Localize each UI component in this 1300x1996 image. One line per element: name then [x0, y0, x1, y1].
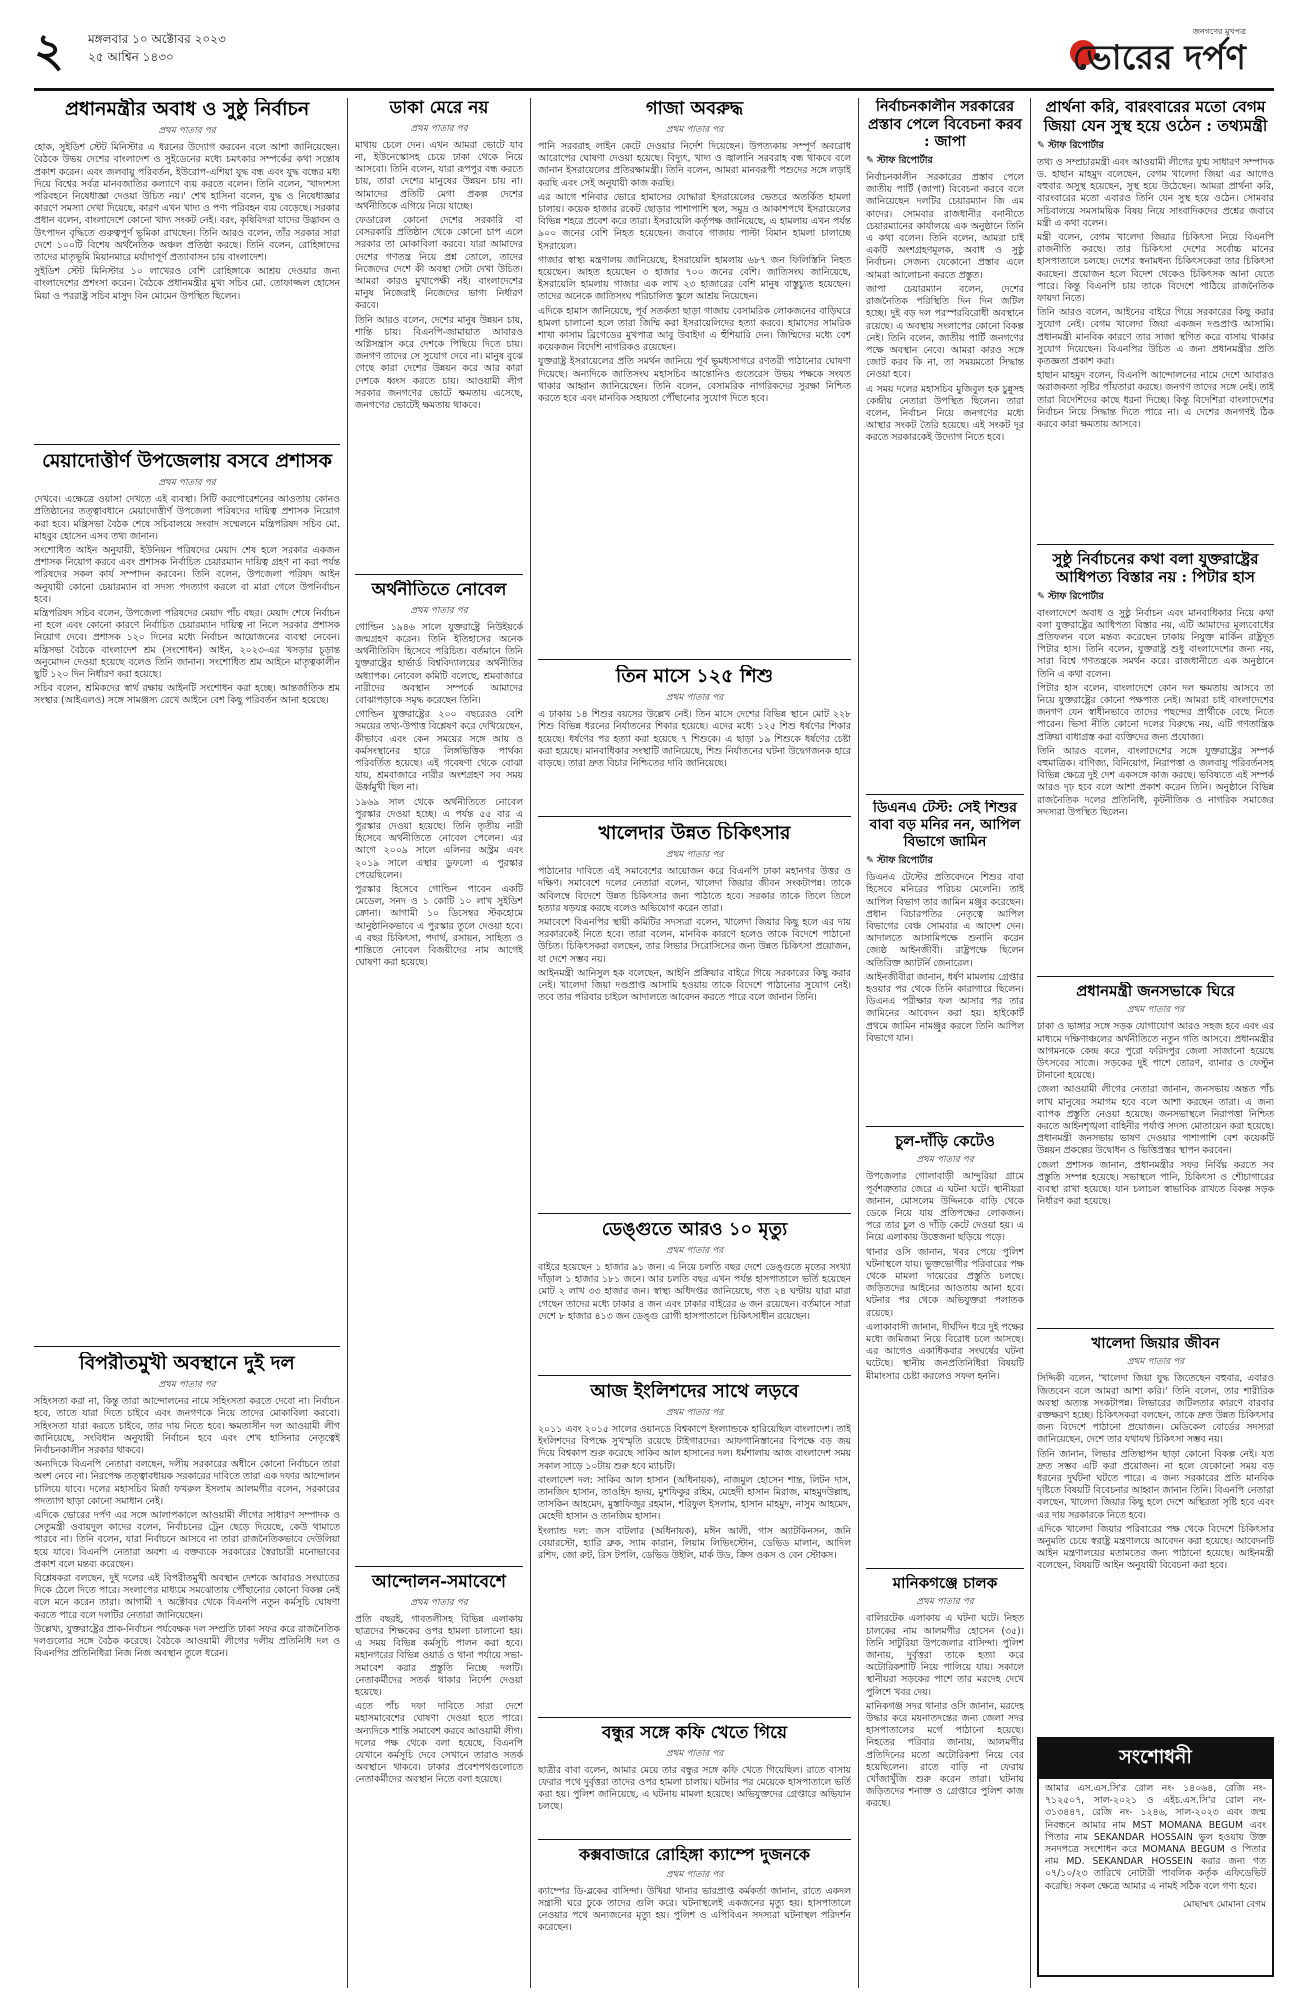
story-caretaker[interactable]	[866, 98, 1024, 788]
headline: কক্সবাজারে রোহিঙ্গা ক্যাম্পে দুজনকে	[579, 1845, 810, 1864]
correction-notice	[1037, 1737, 1274, 1977]
paragraph: প্রতি বছরই, গাবতলীসহ বিভিন্ন এলাকায় ছাত্রদের শিক্ষকের ওপর হামলা চালানো হয়। এ সময় বিভিন্ন কর্মসূচি পালন করা হবে। মহানগরের বিভিন্ন ওয়ার্ড ও থানা পর্যায়ে সভা-সমাবেশ করার প্রস্তুতি নিচ্ছে দলটি। নেতাকর্মীদের সতর্ক থাকার নির্দেশ দেওয়া হয়েছে।	[355, 1613, 523, 1698]
column-3-top	[538, 98, 851, 1945]
masthead	[34, 20, 1274, 84]
continued-label: প্রথম পাতার পর	[410, 605, 468, 616]
continued-label: প্রথম পাতার পর	[665, 1748, 724, 1759]
paragraph: এ ঢাকায় ১৪ শিশুর বয়সের উল্লেখ নেই। তিন মাসে দেশের বিভিন্ন স্থানে মোট ২২৮ শিশু বিভিন্ন ধরনের নির্যাতনের শিকার হয়েছে। এদের মধ্যে ১২৫ শিশু ধর্ষণের শিকার হয়েছে। ধর্ষণের পর হত্যা করা হয়েছে ৭ শিশুকে। এ ছাড়া ১৯ শিশুকে ধর্ষণের চেষ্টা করা হয়েছে। মানবাধিকার সংস্থাটি জানিয়েছে, শিশু নির্যাতনের ঘটনা উদ্বেগজনক হারে বাড়ছে। তারা দ্রুত বিচার নিশ্চিতের দাবি জানিয়েছে।	[538, 709, 851, 769]
newspaper-logo[interactable]	[1070, 26, 1260, 78]
paragraph: তিনি আরও বলেন, দেশের মানুষ উন্নয়ন চায়, শান্তি চায়। বিএনপি-জামায়াত আবারও অগ্নিসন্ত্রাস করে দেশকে পিছিয়ে দিতে চায়। জনগণ তাদের সে সুযোগ দেবে না। মানুষ বুঝে গেছে কারা দেশের উন্নয়ন করে আর কারা দেশকে ধ্বংস করতে চায়। আওয়ামী লীগ সরকার জনগণের ভোটে ক্ষমতায় এসেছে, জনগণের ভোটেই ক্ষমতায় থাকবে।	[355, 314, 523, 411]
column-2	[355, 98, 523, 1988]
story-divider	[866, 1126, 1024, 1127]
continued-label: প্রথম পাতার পর	[410, 1597, 468, 1608]
paragraph: পাঠানোর দাবিতে এই সমাবেশের আয়োজন করে বিএনপি ঢাকা মহানগর উত্তর ও দক্ষিণ। সমাবেশে দলের নেতারা বলেন, খালেদা জিয়ার জীবন সংকটাপন্ন। তাকে অবিলম্বে বিদেশে উন্নত চিকিৎসার জন্য পাঠাতে হবে। সরকার তাকে তিলে তিলে হত্যার ষড়যন্ত্র করছে বলেও অভিযোগ করেন তারা।	[538, 866, 851, 914]
story-nobel[interactable]	[355, 580, 523, 1560]
column-3	[538, 98, 851, 1988]
byline: ✎ স্টাফ রিপোর্টার	[866, 854, 1024, 869]
paragraph: তিনি জানান, লিভার প্রতিস্থাপন ছাড়া কোনো বিকল্প নেই। যত দ্রুত সম্ভব এটি করা প্রয়োজন। না হলে যেকোনো সময় বড় ধরনের দুর্ঘটনা ঘটতে পারে। এ জন্য সরকারের প্রতি মানবিক দৃষ্টিতে বিষয়টি বিবেচনার আহ্বান জানান তিনি। বিএনপি নেতারা বলছেন, খালেদা জিয়ার কিছু হলে দেশে অস্থিরতা সৃষ্টি হবে এবং এর দায় সরকারকে নিতে হবে।	[1037, 1448, 1274, 1521]
story-pm-talks[interactable]	[34, 98, 340, 438]
paragraph: জেলা আওয়ামী লীগের নেতারা জানান, জনসভায় অন্তত পাঁচ লাখ মানুষের সমাগম হবে বলে আশা করছেন তারা। এ জন্য ব্যাপক প্রস্তুতি নেওয়া হয়েছে। জনসভাস্থলে নিরাপত্তা নিশ্চিত করতে আইনশৃঙ্খলা বাহিনীর পর্যাপ্ত সদস্য মোতায়েন করা হয়েছে। প্রধানমন্ত্রী জনসভায় ভাষণ দেওয়ার পাশাপাশি বেশ কয়েকটি উন্নয়ন প্রকল্পের উদ্বোধন ও ভিত্তিপ্রস্তর স্থাপন করবেন।	[1037, 1084, 1274, 1157]
logo-wordmark: ভোরের দর্পণ	[1072, 38, 1246, 78]
story-divider	[1037, 544, 1274, 545]
story-two-parties[interactable]	[34, 1352, 340, 1972]
story-syndicate[interactable]	[866, 1132, 1024, 1562]
story-dna[interactable]	[866, 800, 1024, 1120]
date-gregorian: মঙ্গলবার ১০ অক্টোবর ২০২৩	[88, 32, 226, 46]
continued-label: প্রথম পাতার পর	[665, 1245, 724, 1256]
story-pray[interactable]	[1037, 98, 1274, 538]
paragraph: সচিব বলেন, শ্রমিকদের স্বার্থ রক্ষায় আইনটি সংশোধন করা হচ্ছে। আন্তর্জাতিক শ্রম সংস্থার (আইএলও) সঙ্গে সামঞ্জস্য রেখে আইনে বেশ কিছু পরিবর্তন আনা হয়েছে।	[34, 683, 340, 707]
headline: খালেদা জিয়ার জীবন	[1091, 1334, 1220, 1352]
logo-tagline: জনগণের মুখপত্র	[1192, 27, 1246, 36]
headline: নির্বাচনকালীন সরকারের প্রস্তাব পেলে বিবেচনা করব : জাপা	[867, 98, 1022, 151]
headline: খালেদার উন্নত চিকিৎসার	[598, 822, 791, 844]
continued-label: প্রথম পাতার পর	[665, 850, 724, 861]
story-children[interactable]	[538, 665, 851, 810]
paragraph: বাইরে হয়েছেন ১ হাজার ৯১ জন। এ নিয়ে চলতি বছর দেশে ডেঙ্গুতে মৃতের সংখ্যা দাঁড়াল ১ হাজার ১৮১ জনে। আর চলতি বছর এখন পর্যন্ত হাসপাতালে ভর্তি হয়েছেন মোট ২ লাখ ৩৩ হাজার জন। স্বাস্থ্য অধিদপ্তর জানিয়েছে, গত ২৪ ঘণ্টায় যারা মারা গেছেন তাদের মধ্যে ঢাকার ৪ জন এবং ঢাকার বাইরের ৬ জন রয়েছেন। বর্তমানে সারা দেশে ৮ হাজার ৪১৩ জন ডেঙ্গু রোগী হাসপাতালে চিকিৎসাধীন রয়েছেন।	[538, 1261, 851, 1322]
story-rally[interactable]	[355, 1572, 523, 1982]
column-5	[1037, 98, 1274, 1988]
paragraph: ইংল্যান্ড দল: জস বাটলার (অধিনায়ক), মঈন আলী, গাস অ্যাটকিনসন, জনি বেয়ারস্টো, হ্যারি ব্রুক, স্যাম কারান, লিয়াম লিভিংস্টোন, ডেভিড মালান, আদিল রশিদ, জো রুট, রিস টপলি, ডেভিড উইলি, মার্ক উড, ক্রিস ওকস ও বেন স্টোকস।	[538, 1525, 851, 1561]
continued-label: প্রথম পাতার পর	[410, 123, 468, 134]
paragraph: সমাবেশে বিএনপির স্থায়ী কমিটির সদস্যরা বলেন, খালেদা জিয়ার কিছু হলে এর দায় সরকারকেই নিতে হবে। তারা বলেন, মানবিক কারণে হলেও তাকে বিদেশে পাঠানো উচিত। চিকিৎসকরা বলছেন, তার লিভার সিরোসিসের জন্য উন্নত চিকিৎসা প্রয়োজন, যা দেশে সম্ভব নয়।	[538, 916, 851, 965]
story-coffee[interactable]	[538, 1723, 851, 1833]
headline: প্রধানমন্ত্রী জনসভাকে ঘিরে	[1076, 982, 1235, 1000]
story-divider	[1037, 1328, 1274, 1329]
paragraph: বালিরটেক এলাকায় এ ঘটনা ঘটে। নিহত চালকের নাম আলমগীর হোসেন (৩৫)। তিনি সাটুরিয়া উপজেলার বাসিন্দা। পুলিশ জানায়, দুর্বৃত্তরা তাকে হত্যা করে অটোরিকশাটি নিয়ে পালিয়ে যায়। সকালে স্থানীয়রা সড়কের পাশে তার মরদেহ দেখে পুলিশে খবর দেয়।	[866, 1613, 1024, 1698]
paragraph: মন্ত্রিপরিষদ সচিব বলেন, উপজেলা পরিষদের মেয়াদ পাঁচ বছর। মেয়াদ শেষে নির্বাচন না হলে এবং কোনো কারণে নির্বাচিত চেয়ারম্যান দায়িত্ব না নিলে সরকার প্রশাসক নিয়োগ দেবে। প্রশাসক ১২০ দিনের মধ্যে নির্বাচন আয়োজনের ব্যবস্থা নেবেন। মন্ত্রিসভা বৈঠকে বাংলাদেশ শ্রম (সংশোধন) আইন, ২০২৩-এর খসড়ার চূড়ান্ত অনুমোদন দেওয়া হয়েছে বলেও তিনি জানান। সংশোধিত শ্রম আইনে মাতৃত্বকালীন ছুটি ১২০ দিন নির্ধারণ করা হয়েছে।	[34, 608, 340, 681]
story-divider	[538, 1375, 851, 1376]
headline: গাজা অবরুদ্ধ	[645, 98, 744, 119]
paragraph: ১৯৬৯ সাল থেকে অর্থনীতিতে নোবেল পুরস্কার দেওয়া হচ্ছে। এ পর্যন্ত ৫৫ বার এ পুরস্কার দেওয়া হয়েছে। তিনি তৃতীয় নারী হিসেবে অর্থনীতিতে নোবেল পেলেন। এর আগে ২০০৯ সালে এলিনর অস্ট্রম এবং ২০১৯ সালে এস্থার ডুফলো এ পুরস্কার পেয়েছিলেন।	[355, 796, 523, 881]
story-divider	[866, 1568, 1024, 1569]
date-bengali: ২৫ আশ্বিন ১৪৩০	[88, 50, 174, 64]
paragraph: পিটার হাস বলেন, বাংলাদেশে কোন দল ক্ষমতায় আসবে তা নিয়ে যুক্তরাষ্ট্রের কোনো পক্ষপাত নেই। আমরা চাই বাংলাদেশের জনগণ যেন স্বাধীনভাবে তাদের পছন্দের প্রার্থীকে বেছে নিতে পারেন। ভিসা নীতি কোনো দলের বিরুদ্ধে নয়, এটি গণতান্ত্রিক প্রক্রিয়া বাধাগ্রস্ত করা ব্যক্তিদের জন্য প্রযোজ্য।	[1037, 682, 1274, 743]
byline: ✎ স্টাফ রিপোর্টার	[1037, 139, 1274, 154]
paragraph: হোক, সুইডিশ স্টেট মিনিস্টার এ ধরনের উদ্যোগ করবেন বলে আশা জানিয়েছেন। বৈঠকে উভয় দেশের বাংলাদেশ ও সুইডেনের মধ্যে চমৎকার সম্পর্কের কথা সন্তোষ প্রকাশ করেন। এবং জলবায়ু পরিবর্তন, ইউরোপ-এশিয়া যুদ্ধ বন্ধ এবং যুদ্ধ বন্ধের মধ্য দিয়ে বিশ্বের সর্বত্র মানবজাতির কল্যাণে ব্যয় করতে বলেন। তিনি বলেন, 'খাদ্যশস্য পরিবহনে নিষেধাজ্ঞা দেওয়া উচিত নয়।' শেখ হাসিনা বলেন, যুদ্ধ ও নিষেধাজ্ঞার কারণে সমস্যা দেখা দিয়েছে, কারণ এখন খাদ্য ও পণ্য পরিবহন ব্যয় বেড়েছে। সরকার প্রধান বলেন, বাংলাদেশে কোনো খাদ্য সংকট নেই। বরং, কৃষিবিদরা যাদের উদ্ভাবন ও উৎপাদন বৃদ্ধিতে গুরুত্বপূর্ণ ভূমিকা রাখছেন। তিনি আরও বলেন, তাঁর সরকার সারা দেশে ১০০টি বিশেষ অর্থনৈতিক অঞ্চল প্রতিষ্ঠা করছে। তিনি বলেন, রোহিঙ্গাদের তাদের মাতৃভূমি মিয়ানমারে মর্যাদাপূর্ণ প্রত্যাবাসন চায় বাংলাদেশ।	[34, 142, 340, 263]
story-upazila[interactable]	[34, 450, 340, 1340]
correction-body	[1039, 1779, 1272, 1897]
paragraph: আইনজীবীরা জানান, ধর্ষণ মামলায় গ্রেপ্তার হওয়ার পর থেকে তিনি কারাগারে ছিলেন। ডিএনএ পরীক্ষার ফল আসার পর তার জামিনের আবেদন করা হয়। হাইকোর্ট প্রথমে জামিন নামঞ্জুর করলে তিনি আপিল বিভাগে যান।	[866, 971, 1024, 1044]
story-divider	[355, 574, 523, 575]
continued-label: প্রথম পাতার পর	[665, 124, 724, 135]
paragraph: নির্বাচনকালীন সরকারের প্রস্তাব পেলে জাতীয় পার্টি (জাপা) বিবেচনা করবে বলে জানিয়েছেন দলটির চেয়ারম্যান জি এম কাদের। সোমবার রাজধানীর বনানীতে চেয়ারম্যানের কার্যালয়ে এক অনুষ্ঠানে তিনি এ কথা বলেন। তিনি বলেন, আমরা চাই একটি অংশগ্রহণমূলক, অবাধ ও সুষ্ঠু নির্বাচন। সেজন্য যেকোনো প্রস্তাব এলে আমরা আলোচনা করতে প্রস্তুত।	[866, 172, 1024, 281]
headline: ডাকা মেরে নয়	[389, 98, 489, 118]
paragraph: এদিকে ভোরের দর্পণ এর সঙ্গে আলাপকালে আওয়ামী লীগের সাধারণ সম্পাদক ও সেতুমন্ত্রী ওবায়দুল কাদের বলেন, নির্বাচনের ট্রেন ছেড়ে দিয়েছে, কেউ থামাতে পারবে না। তিনি বলেন, যারা নির্বাচনে আসবে না তারা রাজনৈতিকভাবে দেউলিয়া হয়ে যাবে। বিএনপি নেতারা অবশ্য এ বক্তব্যকে সরকারের স্বৈরাচারী মনোভাবের প্রকাশ বলে মন্তব্য করেছেন।	[34, 1510, 340, 1570]
headline: বিপরীতমুখী অবস্থানে দুই দল	[79, 1352, 295, 1374]
story-pm-crowd[interactable]	[1037, 982, 1274, 1322]
date-line	[88, 30, 226, 66]
story-khaleda-life[interactable]	[1037, 1334, 1274, 1729]
story-divider	[866, 794, 1024, 795]
continued-label: প্রথম পাতার পর	[158, 126, 216, 137]
story-dengue[interactable]	[538, 1219, 851, 1369]
paragraph: উল্লেখ্য, যুক্তরাষ্ট্রের প্রাক-নির্বাচন পর্যবেক্ষক দল সম্প্রতি ঢাকা সফর করে রাজনৈতিক দলগুলোর সঙ্গে বৈঠক করেছে। বৈঠকে আওয়ামী লীগের দলীয় প্রতিনিধি দল ও বিএনপির প্রতিনিধিরা নিজ নিজ অবস্থান তুলে ধরেন।	[34, 1623, 340, 1660]
paragraph: আমার এস.এস.সি'র রোল নং- ১৪০৬৪, রেজি নং- ৭১২৫০৭, সাল-২০২১ ও এইচ.এস.সি'র রোল নং- ৩১৩৪৪৭, রেজি নং- ১২৪৬, সাল-২০২৩ এবং জন্ম নিবন্ধনে আমার নাম MST MOMANA BEGUM এবং পিতার নাম SEKANDAR HOSSAIN ভুল হওয়ায় উক্ত সনদপত্রে সংশোধন করে MOMANA BEGUM ও পিতার নাম MD. SEKANDAR HOSSEIN করার জন্য গত ০৭/১০/২৩ তারিখে নোটারী পাবলিক কর্তৃক এফিডেভিট করেছি। সকল ক্ষেত্রে আমার এ নামই সঠিক বলে গণ্য হবে।	[1045, 1783, 1266, 1892]
paragraph: যুক্তরাষ্ট্র ইসরায়েলের প্রতি সমর্থন জানিয়ে পূর্ব ভূমধ্যসাগরে রণতরী পাঠানোর ঘোষণা দিয়েছে। অন্যদিকে জাতিসংঘ মহাসচিব আন্তোনিও গুতেরেস উভয় পক্ষকে সংযত থাকার আহ্বান জানিয়েছেন। তিনি বলেন, বেসামরিক নাগরিকদের সুরক্ষা নিশ্চিত করতে হবে এবং মানবিক সহায়তা পৌঁছানোর সুযোগ দিতে হবে।	[538, 356, 851, 405]
headline: মানিকগঞ্জে চালক	[892, 1574, 998, 1592]
paragraph: গাজার স্বাস্থ্য মন্ত্রণালয় জানিয়েছে, ইসরায়েলি হামলায় ৬৮৭ জন ফিলিস্তিনি নিহত হয়েছেন। আহত হয়েছেন ৩ হাজার ৭০০ জনের বেশি। জাতিসংঘ জানিয়েছে, ইসরায়েলি হামলায় গাজার এক লাখ ২৩ হাজারের বেশি মানুষ বাস্তুচ্যুত হয়েছেন। তাদের অনেকে জাতিসংঘ পরিচালিত স্কুলে আশ্রয় নিয়েছেন।	[538, 254, 851, 303]
paragraph: সুইডিশ স্টেট মিনিস্টার ১০ লাখেরও বেশি রোহিঙ্গাকে আশ্রয় দেওয়ার জন্য বাংলাদেশের প্রশংসা করেন। বৈঠকে প্রধানমন্ত্রীর মুখ্য সচিব মো. তোফাজ্জল হোসেন মিয়া ও পররাষ্ট্র সচিব মাসুদ বিন মোমেন উপস্থিত ছিলেন।	[34, 266, 340, 302]
paragraph: এতে পাঁচ দফা দাবিতে সারা দেশে মহাসমাবেশের ঘোষণা দেওয়া হতে পারে। অন্যদিকে শান্তি সমাবেশ করবে আওয়ামী লীগ। দলের পক্ষ থেকে বলা হয়েছে, বিএনপি যেখানে কর্মসূচি দেবে সেখানে তারাও সতর্ক অবস্থানে থাকবে। ঢাকার প্রবেশপথগুলোতে নেতাকর্মীদের অবস্থান নিতে বলা হয়েছে।	[355, 1701, 523, 1786]
column-1	[34, 98, 340, 1988]
paragraph: অন্যদিকে বিএনপি নেতারা বলছেন, দলীয় সরকারের অধীনে কোনো নির্বাচনে তারা অংশ নেবে না। নিরপেক্ষ তত্ত্বাবধায়ক সরকারের দাবিতে তারা এক দফার আন্দোলন চালিয়ে যাবে। দলের মহাসচিব মির্জা ফখরুল ইসলাম আলমগীর বলেন, সরকারের পদত্যাগ ছাড়া কোনো সমাধান নেই।	[34, 1459, 340, 1507]
story-dhaka[interactable]	[355, 98, 523, 568]
column-4	[866, 98, 1024, 1988]
continued-label: প্রথম পাতার পর	[158, 478, 216, 489]
story-cricket[interactable]	[538, 1381, 851, 1711]
paragraph: গোল্ডিন যুক্তরাষ্ট্রের ২০০ বছরেরও বেশি সময়ের তথ্য-উপাত্ত বিশ্লেষণ করে দেখিয়েছেন, কীভাবে এবং কেন সময়ের সঙ্গে আয় ও কর্মসংস্থানের হারে লিঙ্গভিত্তিক পার্থক্য পরিবর্তিত হয়েছে। এই গবেষণা থেকে বোঝা যায়, শ্রমবাজারে নারীর অংশগ্রহণ সব সময় ঊর্ধ্বমুখী ছিল না।	[355, 709, 523, 794]
continued-label: প্রথম পাতার পর	[1126, 1357, 1185, 1368]
paragraph: ক্যাম্পের ডি-ব্লকের বাসিন্দা। উখিয়া থানার ভারপ্রাপ্ত কর্মকর্তা জানান, রাতে একদল সন্ত্রাসী ঘরে ঢুকে তাদের গুলি করে। ঘটনাস্থলেই একজনের মৃত্যু হয়। হাসপাতালে নেওয়ার পথে অন্যজনের মৃত্যু হয়। পুলিশ ও এপিবিএন সদস্যরা ঘটনাস্থল পরিদর্শন করেছেন।	[538, 1885, 851, 1934]
column-divider	[347, 98, 348, 1988]
paragraph: সংশোধিত আইন অনুযায়ী, ইউনিয়ন পরিষদের মেয়াদ শেষ হলে সরকার একজন প্রশাসক নিয়োগ করবে এবং প্রশাসক নির্বাচিত চেয়ারম্যান দায়িত্ব গ্রহণ না করা পর্যন্ত পরিষদের সকল কার্য সম্পাদন করবেন। তিনি বলেন, উপজেলা পরিষদ আইন অনুযায়ী কোনো চেয়ারম্যান বা সদস্য পদত্যাগ করলে বা মারা গেলে উপনির্বাচন হবে।	[34, 544, 340, 605]
paragraph: জেলা প্রশাসক জানান, প্রধানমন্ত্রীর সফর নির্বিঘ্ন করতে সব প্রস্তুতি সম্পন্ন হয়েছে। সভাস্থলে পানি, চিকিৎসা ও শৌচাগারের ব্যবস্থা রাখা হয়েছে। যান চলাচল স্বাভাবিক রাখতে বিকল্প সড়ক নির্ধারণ করা হয়েছে।	[1037, 1159, 1274, 1208]
story-divider	[538, 1839, 851, 1840]
paragraph: এদিকে খালেদা জিয়ার পরিবারের পক্ষ থেকে বিদেশে চিকিৎসার অনুমতি চেয়ে স্বরাষ্ট্র মন্ত্রণালয়ে আবেদন করা হয়েছে। আবেদনটি আইন মন্ত্রণালয়ের মতামতের জন্য পাঠানো হয়েছে। আইনমন্ত্রী বলেছেন, বিষয়টি আইন অনুযায়ী বিবেচনা করা হবে।	[1037, 1523, 1274, 1572]
paragraph: তথ্য ও সম্প্রচারমন্ত্রী এবং আওয়ামী লীগের যুগ্ম সাধারণ সম্পাদক ড. হাছান মাহমুদ বলেছেন, বেগম খালেদা জিয়া এর আগেও বহুবার অসুস্থ হয়েছেন, সুস্থ হয়ে উঠেছেন। আমরা প্রার্থনা করি, বারংবারের মতো এবারও তিনি যেন সুস্থ হয়ে ওঠেন। সোমবার সচিবালয়ে সমসাময়িক বিষয় নিয়ে সাংবাদিকদের প্রশ্নের জবাবে মন্ত্রী এ কথা বলেন।	[1037, 156, 1274, 229]
column-3-inner	[538, 98, 851, 1988]
paragraph: উপজেলার গোলাবাড়ী আন্দুরিয়া গ্রামে পূর্বশত্রুতার জেরে এ ঘটনা ঘটে। স্থানীয়রা জানান, মোসলেম উদ্দিনকে বাড়ি থেকে ডেকে নিয়ে যায় প্রতিপক্ষের লোকজন। পরে তার চুল ও দাঁড়ি কেটে দেওয়া হয়। এ নিয়ে এলাকায় উত্তেজনা ছড়িয়ে পড়ে।	[866, 1171, 1024, 1244]
paragraph: এদিকে হামাস জানিয়েছে, পূর্ব সতর্কতা ছাড়া গাজায় বেসামরিক লোকজনের বাড়িঘরে হামলা চালানো হলে তারা জিম্মি করা ইসরায়েলিদের হত্যা করবে। হামাসের সামরিক শাখা কাসাম ব্রিগেডের মুখপাত্র আবু উবাইদা এ হুঁশিয়ারি দেন। জিম্মিদের মধ্যে বেশ কয়েকজন বিদেশি নাগরিকও রয়েছেন।	[538, 305, 851, 354]
headline: বন্ধুর সঙ্গে কফি খেতে গিয়ে	[602, 1723, 787, 1743]
headline: প্রধানমন্ত্রীর অবাধ ও সুষ্ঠু নির্বাচন	[64, 98, 310, 120]
paragraph: তিনি আরও বলেন, বাংলাদেশের সঙ্গে যুক্তরাষ্ট্রের সম্পর্ক বহুমাত্রিক। বাণিজ্য, বিনিয়োগ, নিরাপত্তা ও জলবায়ু পরিবর্তনসহ বিভিন্ন ক্ষেত্রে দুই দেশ একসঙ্গে কাজ করছে। ভবিষ্যতে এই সম্পর্ক আরও দৃঢ় হবে বলে আশা প্রকাশ করেন তিনি। অনুষ্ঠানে বিভিন্ন রাজনৈতিক দলের প্রতিনিধি, কূটনীতিক ও নাগরিক সমাজের সদস্যরা উপস্থিত ছিলেন।	[1037, 745, 1274, 818]
headline: চুল-দাঁড়ি কেটেও	[895, 1132, 995, 1150]
story-khaleda-treatment[interactable]	[538, 822, 851, 1207]
story-divider	[538, 816, 851, 817]
headline: তিন মাসে ১২৫ শিশু	[615, 665, 774, 687]
correction-signature: মোছাম্মৎ মোমানা বেগম	[1183, 1899, 1266, 1910]
continued-label: প্রথম পাতার পর	[916, 1597, 974, 1608]
paragraph: মানিকগঞ্জ সদর থানার ওসি জানান, মরদেহ উদ্ধার করে ময়নাতদন্তের জন্য জেলা সদর হাসপাতালের মর্গে পাঠানো হয়েছে। নিহতের পরিবার জানায়, আলমগীর প্রতিদিনের মতো অটোরিকশা নিয়ে বের হয়েছিলেন। রাতে বাড়ি না ফেরায় খোঁজাখুঁজি শুরু করেন তারা। ঘটনায় জড়িতদের শনাক্ত ও গ্রেপ্তারে পুলিশ কাজ করছে।	[866, 1700, 1024, 1810]
column-3-left	[538, 98, 851, 1945]
continued-label: প্রথম পাতার পর	[665, 1869, 724, 1880]
headline: ডেঙ্গুতে আরও ১০ মৃত্যু	[601, 1219, 788, 1240]
paragraph: গোল্ডিন ১৯৪৬ সালে যুক্তরাষ্ট্রে নিউইয়র্কে জন্মগ্রহণ করেন। তিনি ইতিহাসের অনেক অর্থনীতিবিদ হিসেবে পরিচিত। বর্তমানে তিনি যুক্তরাষ্ট্রের হার্ভার্ড বিশ্ববিদ্যালয়ের অর্থনীতির অধ্যাপক। নোবেল কমিটি বলেছে, শ্রমবাজারে নারীদের অবস্থান সম্পর্কে আমাদের বোঝাপড়াকে সমৃদ্ধ করেছেন তিনি।	[355, 621, 523, 706]
paragraph: পুরস্কার হিসেবে গোল্ডিন পাবেন একটি মেডেল, সনদ ও ১ কোটি ১০ লাখ সুইডিশ ক্রোনা। আগামী ১০ ডিসেম্বর স্টকহোমে আনুষ্ঠানিকভাবে এ পুরস্কার তুলে দেওয়া হবে। এ বছর চিকিৎসা, পদার্থ, রসায়ন, সাহিত্য ও শান্তিতে নোবেল বিজয়ীদের নাম আগেই ঘোষণা করা হয়েছে।	[355, 884, 523, 969]
masthead-rule	[34, 88, 1274, 91]
story-manikganj[interactable]	[866, 1574, 1024, 1974]
story-rohingya[interactable]	[538, 1845, 851, 1945]
story-peter-haas[interactable]	[1037, 550, 1274, 970]
paragraph: তিনি আরও বলেন, আইনের বাইরে গিয়ে সরকারের কিছু করার সুযোগ নেই। বেগম খালেদা জিয়া একজন দণ্ডপ্রাপ্ত আসামি। প্রধানমন্ত্রী মানবিক কারণে তার সাজা স্থগিত করে বাসায় থাকার সুযোগ দিয়েছেন। বিএনপির উচিত এ জন্য প্রধানমন্ত্রীর প্রতি কৃতজ্ঞতা প্রকাশ করা।	[1037, 307, 1274, 368]
column-divider	[1030, 98, 1031, 1988]
paragraph: ছাত্রীর বাবা বলেন, আমার মেয়ে তার বন্ধুর সঙ্গে কফি খেতে গিয়েছিল। রাতে বাসায় ফেরার পথে দুর্বৃত্তরা তাদের ওপর হামলা চালায়। ঘটনার পর মেয়েকে হাসপাতালে ভর্তি করা হয়। পুলিশ জানিয়েছে, এ ঘটনায় মামলা হয়েছে। অভিযুক্তদের গ্রেপ্তারে অভিযান চলছে।	[538, 1764, 851, 1813]
byline: ✎ স্টাফ রিপোর্টার	[866, 154, 1024, 169]
story-divider	[538, 1717, 851, 1718]
story-divider	[538, 1213, 851, 1214]
headline: ডিএনএ টেস্ট: সেই শিশুর বাবা বড় মনির নন, আপিল বিভাগে জামিন	[869, 800, 1021, 851]
column-divider	[858, 98, 859, 1988]
paragraph: সিদ্দিকী বলেন, 'খালেদা জিয়া যুদ্ধ জিতেছেন বহুবার, এবারও জিতবেন বলে আমরা আশা করি।' তিনি বলেন, তার শারীরিক অবস্থা অত্যন্ত সংকটাপন্ন। লিভারের জটিলতার কারণে বারবার রক্তক্ষরণ হচ্ছে। চিকিৎসকরা বলছেন, তাকে দ্রুত উন্নত চিকিৎসার জন্য বিদেশে পাঠানো প্রয়োজন। মেডিকেল বোর্ডের সদস্যরা জানিয়েছেন, দেশে তার যথাযথ চিকিৎসা সম্ভব নয়।	[1037, 1373, 1274, 1446]
continued-label: প্রথম পাতার পর	[158, 1380, 216, 1391]
paragraph: ঢাকা ও ভাঙ্গার সঙ্গে সড়ক যোগাযোগ আরও সহজ হবে এবং এর মাধ্যমে দক্ষিণাঞ্চলের অর্থনীতিতে নতুন গতি আসবে। প্রধানমন্ত্রীর আগমনকে কেন্দ্র করে পুরো ফরিদপুর জেলা সাজানো হয়েছে উৎসবের সাজে। সড়কের দুই পাশে তোরণ, ব্যানার ও ফেস্টুন টানানো হয়েছে।	[1037, 1021, 1274, 1082]
story-divider	[34, 1346, 340, 1347]
story-divider	[1037, 976, 1274, 977]
byline: ✎ স্টাফ রিপোর্টার	[1037, 590, 1274, 605]
paragraph: ২০১১ এবং ২০১৫ সালের ওয়ানডে বিশ্বকাপে ইংল্যান্ডকে হারিয়েছিল বাংলাদেশ। তাই ইংলিশদের বিপক্ষে সুখস্মৃতি রয়েছে টাইগারদের। আফগানিস্তানের বিপক্ষে বড় জয় দিয়ে বিশ্বকাপ শুরু করেছে সাকিব আল হাসানের দল। ধর্মশালায় আজ বাংলাদেশ সময় সকাল সাড়ে ১০টায় শুরু হবে ম্যাচটি।	[538, 1423, 851, 1472]
paragraph: বাংলাদেশ দল: সাকিব আল হাসান (অধিনায়ক), নাজমুল হোসেন শান্ত, লিটন দাস, তানজিদ হাসান, তাওহিদ হৃদয়, মুশফিকুর রহিম, মেহেদী হাসান মিরাজ, মাহমুদউল্লাহ, তাসকিন আহমেদ, মুস্তাফিজুর রহমান, শরিফুল ইসলাম, হাসান মাহমুদ, নাসুম আহমেদ, মেহেদী হাসান ও তানজিম হাসান।	[538, 1474, 851, 1523]
story-divider	[355, 1566, 523, 1567]
paragraph: থানার ওসি জানান, খবর পেয়ে পুলিশ ঘটনাস্থলে যায়। ভুক্তভোগীর পরিবারের পক্ষ থেকে মামলা দায়েরের প্রস্তুতি চলছে। জড়িতদের আইনের আওতায় আনা হবে। ঘটনার পর থেকে অভিযুক্তরা পলাতক রয়েছে।	[866, 1246, 1024, 1319]
page-number: ২	[34, 23, 64, 77]
paragraph: ফেডারেল কোনো দেশের সরকারি বা বেসরকারি প্রতিষ্ঠান থেকে কোনো চাপ এলে সরকার তা মোকাবিলা করবে। যারা আমাদের দেশের গণতন্ত্র নিয়ে প্রশ্ন তোলে, তাদের নিজেদের দেশে কী অবস্থা সেটা দেখা উচিত। আমরা কারও মুখাপেক্ষী নই। বাংলাদেশের মানুষ নিজেরাই নিজেদের ভাগ্য নির্ধারণ করবে।	[355, 214, 523, 312]
paragraph: বিশ্লেষকরা বলছেন, দুই দলের এই বিপরীতমুখী অবস্থান দেশকে আবারও সংঘাতের দিকে ঠেলে দিতে পারে। সংলাপের মাধ্যমে সমঝোতায় পৌঁছানোর কোনো বিকল্প নেই বলে মনে করেন তারা। আগামী ৭ অক্টোবর থেকে বিএনপি নতুন কর্মসূচি ঘোষণা করতে পারে বলে দলটির নেতারা জানিয়েছেন।	[34, 1573, 340, 1621]
paragraph: আইনমন্ত্রী আনিসুল হক বলেছেন, আইনি প্রক্রিয়ার বাইরে গিয়ে সরকারের কিছু করার নেই। খালেদা জিয়া দণ্ডপ্রাপ্ত আসামি হওয়ায় তাকে বিদেশে পাঠানোর সুযোগ নেই। তবে তার পরিবার চাইলে আদালতে আবেদন করতে পারে বলে জানান তিনি।	[538, 967, 851, 1004]
story-divider	[538, 659, 851, 660]
continued-label: প্রথম পাতার পর	[916, 1155, 974, 1166]
column-3-split	[538, 98, 851, 1945]
correction-title: সংশোধনী	[1039, 1739, 1272, 1779]
headline: মেয়াদোত্তীর্ণ উপজেলায় বসবে প্রশাসক	[42, 450, 332, 472]
paragraph: জাপা চেয়ারম্যান বলেন, দেশের রাজনৈতিক পরিস্থিতি দিন দিন জটিল হচ্ছে। দুই বড় দল পরস্পরবিরোধী অবস্থানে রয়েছে। এ অবস্থায় সংলাপের কোনো বিকল্প নেই। তিনি বলেন, জাতীয় পার্টি জনগণের পক্ষে অবস্থান নেবে। আমরা কারও সঙ্গে জোট করব কি না, তা সময়মতো সিদ্ধান্ত নেওয়া হবে।	[866, 283, 1024, 381]
paragraph: মাথায় চেলে দেন। এখন আমরা ভোটে যাব না, ইউনেস্কোসহ চেয়ে ঢাকা থেকে নিয়ে আসবো। তিনি বলেন, যারা রূপপুর বন্ধ করতে চায়, তারা দেশের মানুষের উন্নয়ন চায় না। আমাদের প্রতিটি মেগা প্রকল্প দেশের অর্থনীতিকে এগিয়ে নিয়ে যাচ্ছে।	[355, 139, 523, 212]
paragraph: বাংলাদেশে অবাধ ও সুষ্ঠু নির্বাচন এবং মানবাধিকার নিয়ে কথা বলা যুক্তরাষ্ট্রের আধিপত্য বিস্তার নয়, এটি আমাদের মূল্যবোধের প্রতিফলন বলে মন্তব্য করেছেন ঢাকায় নিযুক্ত মার্কিন রাষ্ট্রদূত পিটার হাস। তিনি বলেন, যুক্তরাষ্ট্র শুধু বাংলাদেশের জন্য নয়, সারা বিশ্বে গণতন্ত্রকে সমর্থন করে। রাজধানীতে এক অনুষ্ঠানে তিনি এ কথা বলেন।	[1037, 607, 1274, 680]
paragraph: হাছান মাহমুদ বলেন, বিএনপি আন্দোলনের নামে দেশে আবারও অরাজকতা সৃষ্টির পাঁয়তারা করছে। জনগণ তাদের সঙ্গে নেই। তাই তারা বিদেশিদের কাছে ধরনা দিচ্ছে। কিন্তু বিদেশিরা বাংলাদেশের নির্বাচন নিয়ে সিদ্ধান্ত দিতে পারে না। এ দেশের জনগণই ঠিক করবে কারা ক্ষমতায় আসবে।	[1037, 370, 1274, 431]
paragraph: ডিএনএ টেস্টের প্রতিবেদনে শিশুর বাবা হিসেবে মনিরের পরিচয় মেলেনি। তাই আপিল বিভাগ তার জামিন মঞ্জুর করেছেন। প্রধান বিচারপতির নেতৃত্বে আপিল বিভাগের বেঞ্চ সোমবার এ আদেশ দেন। আদালতে আসামিপক্ষে শুনানি করেন জ্যেষ্ঠ আইনজীবী। রাষ্ট্রপক্ষে ছিলেন অতিরিক্ত অ্যাটর্নি জেনারেল।	[866, 872, 1024, 969]
story-gaza[interactable]	[538, 98, 851, 653]
paragraph: পানি সরবরাহ লাইন কেটে দেওয়ার নির্দেশ দিয়েছেন। উপত্যকায় সম্পূর্ণ অবরোধ আরোপের ঘোষণা দেওয়া হয়েছে। বিদ্যুৎ, খাদ্য ও জ্বালানি সরবরাহ বন্ধ থাকবে বলে জানান ইসরায়েলের প্রতিরক্ষামন্ত্রী। তিনি বলেন, আমরা মানবরূপী পশুদের সঙ্গে লড়াই করছি এবং সেই অনুযায়ী কাজ করছি।	[538, 140, 851, 189]
paragraph: মন্ত্রী বলেন, বেগম খালেদা জিয়ার চিকিৎসা নিয়ে বিএনপি রাজনীতি করছে। তার চিকিৎসা দেশের সর্বোচ্চ মানের হাসপাতালে চলছে। দেশের স্বনামধন্য চিকিৎসকেরা তার চিকিৎসা করছেন। প্রয়োজন হলে বিদেশ থেকেও চিকিৎসক আনা যেতে পারে। কিন্তু বিএনপি চায় তাকে বিদেশে পাঠিয়ে রাজনৈতিক ফায়দা নিতে।	[1037, 232, 1274, 305]
column-divider	[530, 98, 531, 1988]
paragraph: দেখবে। এক্ষেত্রে ওয়াসা দেখতে এই ব্যবস্থা। সিটি করপোরেশনের আওতায় কোনও প্রতিষ্ঠানের তত্ত্বাবধানে মেয়াদোত্তীর্ণ উপজেলা পরিষদের দায়িত্ব প্রশাসক নিয়োগ করা হবে। মন্ত্রিসভা বৈঠক শেষে সচিবালয়ে সংবাদ সম্মেলনে মন্ত্রিপরিষদ সচিব মো. মাহবুব হোসেন এসব তথ্য জানান।	[34, 494, 340, 542]
headline: আন্দোলন-সমাবেশে	[372, 1572, 506, 1592]
headline: প্রার্থনা করি, বারংবারের মতো বেগম জিয়া যেন সুস্থ হয়ে ওঠেন : তথ্যমন্ত্রী	[1043, 98, 1268, 135]
continued-label: প্রথম পাতার পর	[1126, 1005, 1185, 1016]
paragraph: এর আগে শনিবার ভোরে হামাসের যোদ্ধারা ইসরায়েলের ভেতরে অতর্কিত হামলা চালায়। কয়েক হাজার রকেট ছোড়ার পাশাপাশি স্থল, সমুদ্র ও আকাশপথে ইসরায়েলের বিভিন্ন শহরে প্রবেশ করে তারা। ইসরায়েলি কর্তৃপক্ষ জানিয়েছে, এ হামলায় এখন পর্যন্ত ৯০০ জনের বেশি নিহত হয়েছেন। জবাবে গাজায় পাল্টা বিমান হামলা চালাচ্ছে ইসরায়েল।	[538, 191, 851, 252]
headline: অর্থনীতিতে নোবেল	[371, 580, 507, 600]
paragraph: এলাকাবাসী জানান, দীর্ঘদিন ধরে দুই পক্ষের মধ্যে জমিজমা নিয়ে বিরোধ চলে আসছে। এর আগেও একাধিকবার সংঘর্ষের ঘটনা ঘটেছে। স্থানীয় জনপ্রতিনিধিরা বিষয়টি মীমাংসার চেষ্টা করলেও সফল হননি।	[866, 1321, 1024, 1382]
story-divider	[34, 444, 340, 445]
continued-label: প্রথম পাতার পর	[665, 693, 724, 704]
paragraph: এ সময় দলের মহাসচিব মুজিবুল হক চুন্নুসহ কেন্দ্রীয় নেতারা উপস্থিত ছিলেন। তারা বলেন, নির্বাচন নিয়ে জনগণের মধ্যে আস্থার সংকট তৈরি হয়েছে। এই সংকট দূর করতে সরকারকেই উদ্যোগ নিতে হবে।	[866, 383, 1024, 444]
headline: আজ ইংলিশদের সাথে লড়বে	[590, 1381, 799, 1402]
paragraph: সহিংসতা করা না, কিন্তু তারা আন্দোলনের নামে সহিংসতা করতে দেবো না। নির্বাচন হবে, তাতে যারা দিতে চাইবে এবং জনগণকে নিয়ে তাদের মোকাবিলা করবো। সহিংসতা যারা করতে চাইবে, তার দায় নিতে হবে। ক্ষমতাসীন দল আওয়ামী লীগ জানিয়েছে, সংবিধান অনুযায়ী নির্বাচন হবে এবং শেখ হাসিনার নেতৃত্বেই নির্বাচনকালীন সরকার থাকবে।	[34, 1396, 340, 1456]
continued-label: প্রথম পাতার পর	[665, 1407, 724, 1418]
headline: সুষ্ঠু নির্বাচনের কথা বলা যুক্তরাষ্ট্রের আধিপত্য বিস্তার নয় : পিটার হাস	[1052, 550, 1259, 587]
